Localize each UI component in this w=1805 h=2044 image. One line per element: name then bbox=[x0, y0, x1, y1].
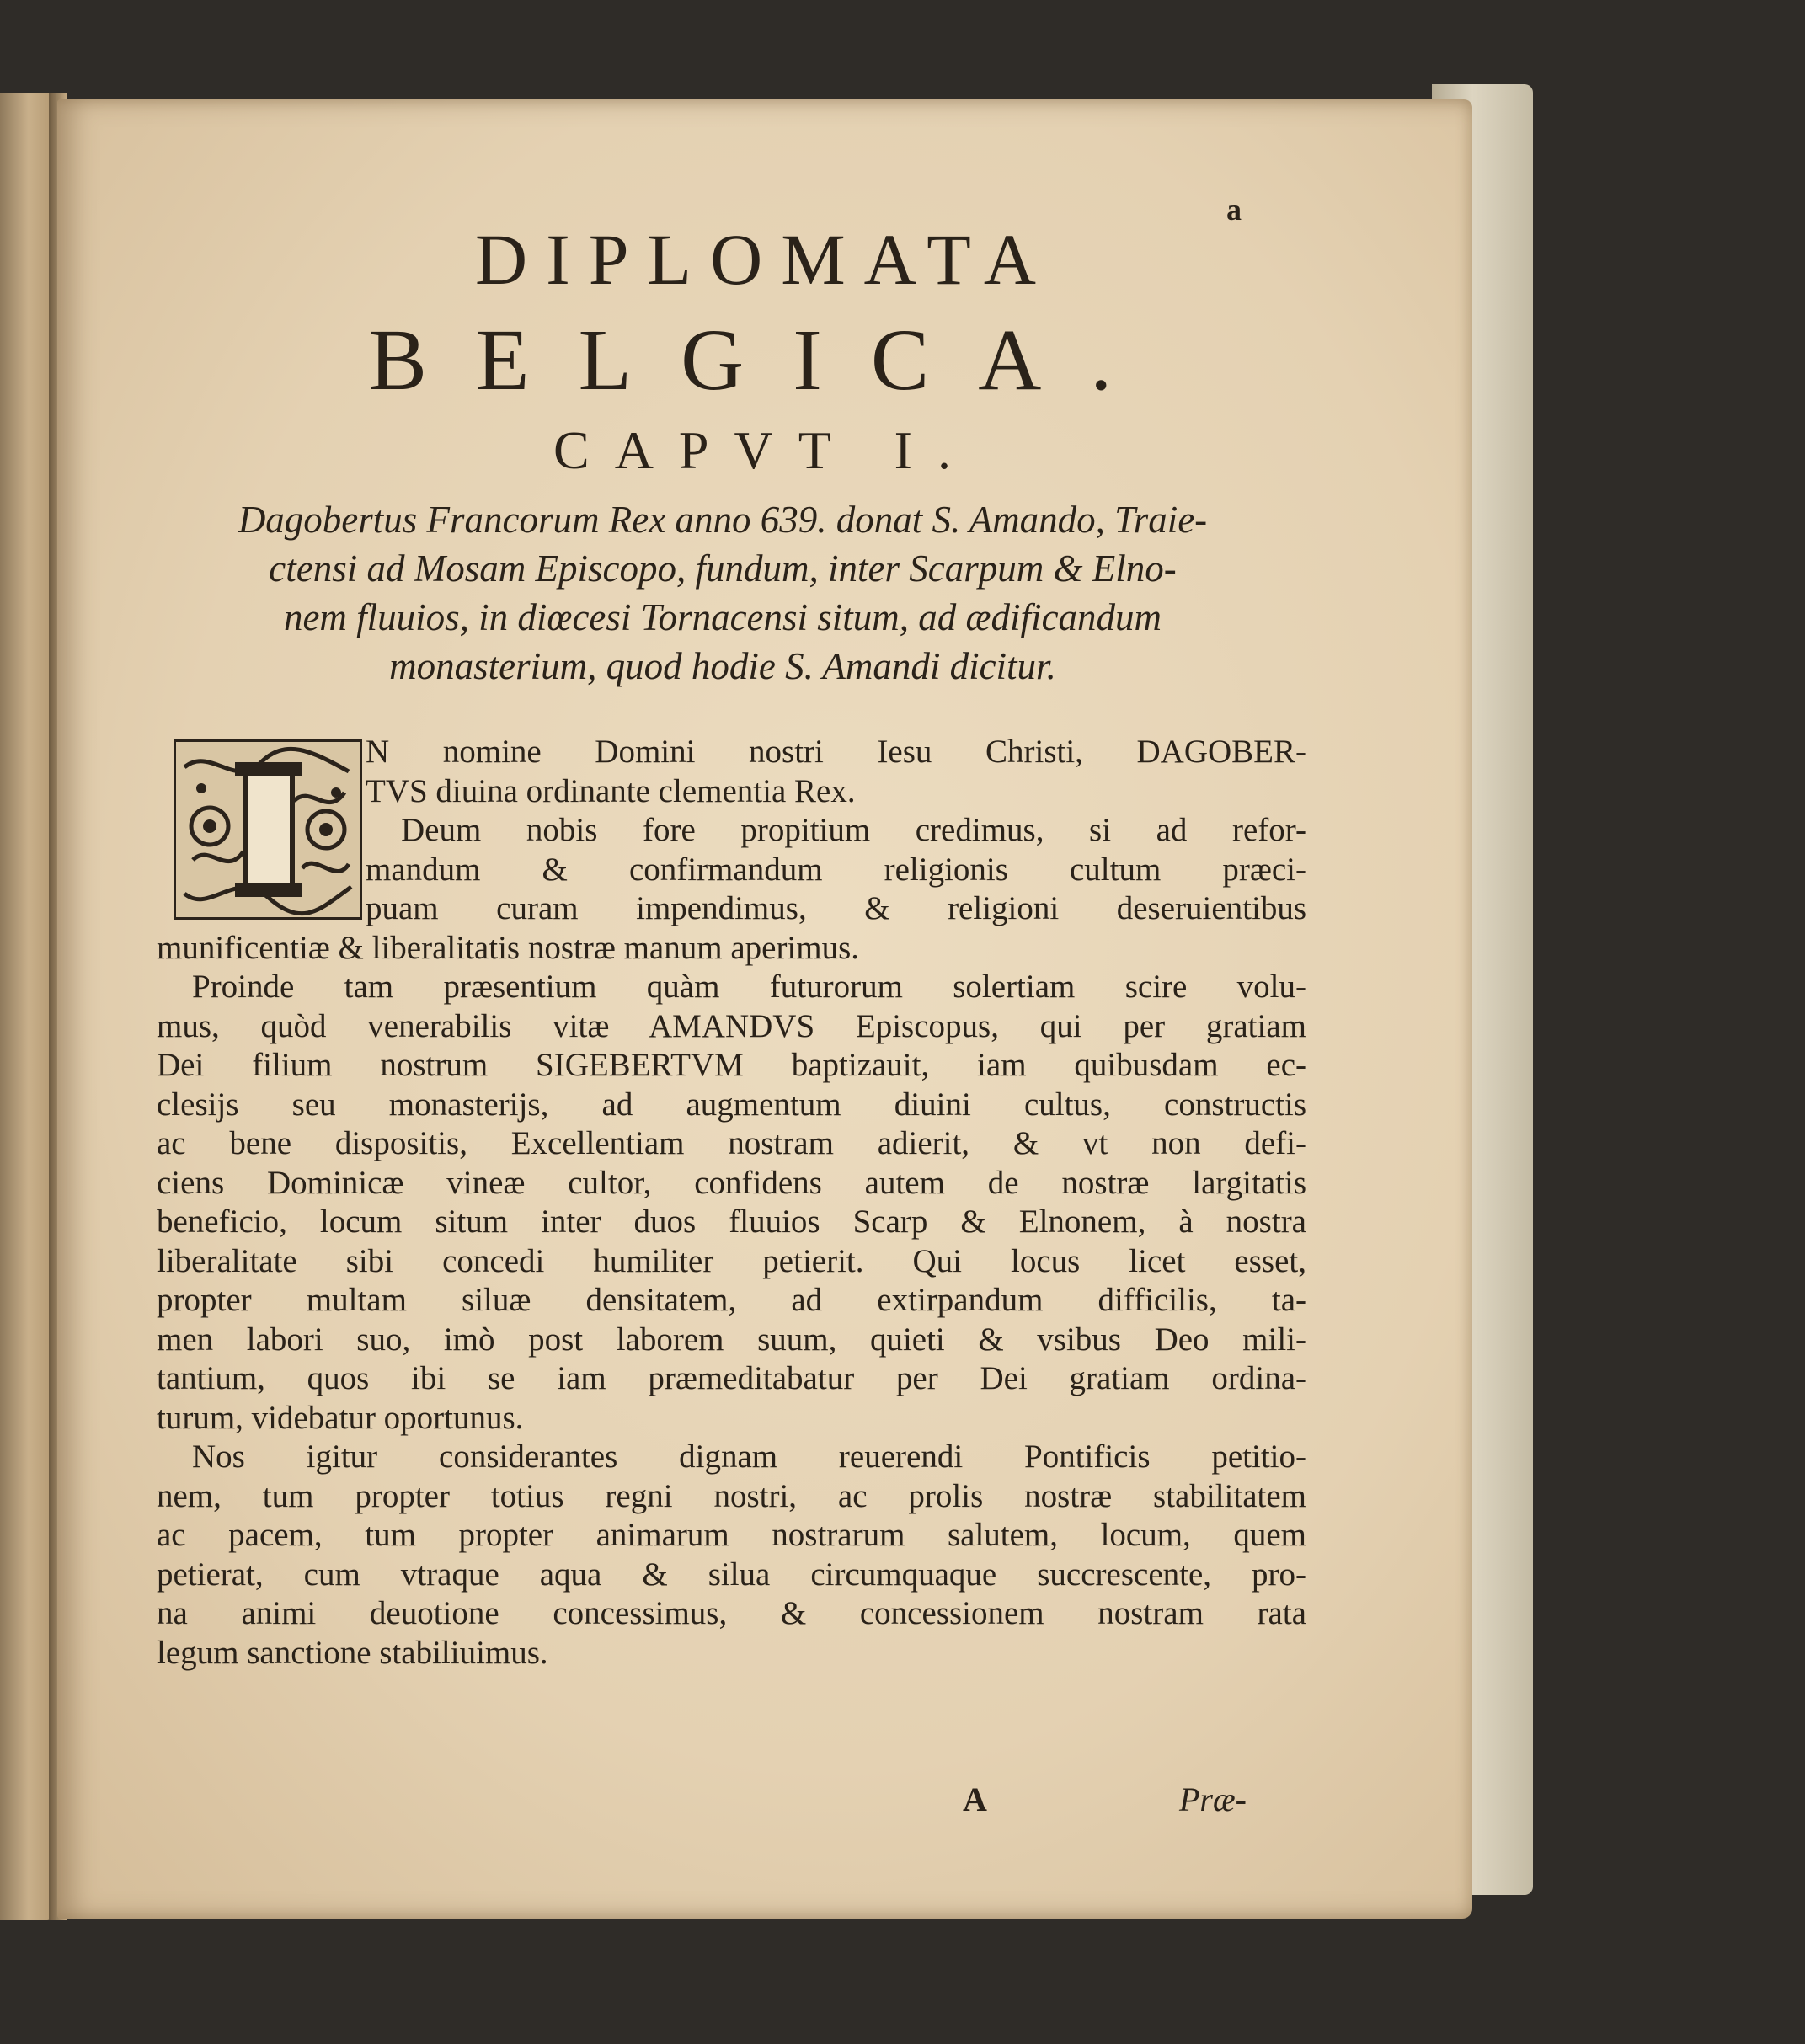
text-line: TVS diuina ordinante clementia Rex. bbox=[366, 772, 856, 809]
text-line: mus, quòd venerabilis vitæ AMANDVS Episcopus, qui per gratiam bbox=[157, 1007, 1306, 1044]
summary-line: Dagobertus Francorum Rex anno 639. donat S. Amando, Traie- bbox=[238, 499, 1208, 541]
text-line: tantium, quos ibi se iam præmeditabatur per Dei gratiam ordina- bbox=[157, 1360, 1306, 1396]
text-line: munificentiæ & liberalitatis nostræ manum aperimus. bbox=[157, 929, 860, 966]
text-line: petierat, cum vtraque aqua & silua circumquaque succrescente, pro- bbox=[157, 1556, 1306, 1593]
catchword: Præ- bbox=[1179, 1780, 1247, 1818]
catchword-signature: A bbox=[963, 1780, 987, 1818]
text-line: liberalitate sibi concedi humiliter petierit. Qui locus licet esset, bbox=[157, 1242, 1306, 1279]
text-line: puam curam impendimus, & religioni deseruientibus bbox=[366, 890, 1306, 926]
text-line: propter multam siluæ densitatem, ad extirpandum difficilis, ta- bbox=[157, 1282, 1306, 1318]
diploma-text bbox=[157, 733, 1306, 1673]
signature-mark: a bbox=[1226, 193, 1242, 227]
text-line: Dei filium nostrum SIGEBERTVM baptizauit, iam quibusdam ec- bbox=[157, 1047, 1306, 1083]
text-line: na animi deuotione concessimus, & concessionem nostram rata bbox=[157, 1595, 1306, 1631]
text-line: ac bene dispositis, Excellentiam nostram adierit, & vt non defi- bbox=[157, 1125, 1306, 1161]
text-line: clesijs seu monasterijs, ad augmentum diuini cultus, constructis bbox=[157, 1086, 1306, 1123]
title-line-1: DIPLOMATA bbox=[474, 219, 1055, 300]
text-line: nem, tum propter totius regni nostri, ac prolis nostræ stabilitatem bbox=[157, 1477, 1306, 1514]
text-line: mandum & confirmandum religionis cultum præci- bbox=[366, 851, 1306, 888]
chapter-heading: CAPVT I. bbox=[553, 420, 976, 480]
text-line: ciens Dominicæ vineæ cultor, confidens autem de nostræ largitatis bbox=[157, 1164, 1306, 1201]
text-line: legum sanctione stabiliuimus. bbox=[157, 1634, 548, 1671]
text-line: Proinde tam præsentium quàm futurorum solertiam scire volu- bbox=[192, 969, 1306, 1005]
summary-line: ctensi ad Mosam Episcopo, fundum, inter Scarpum & Elno- bbox=[269, 547, 1177, 590]
chapter-summary bbox=[142, 495, 1304, 691]
text-line: men labori suo, imò post laborem suum, quieti & vsibus Deo mili- bbox=[157, 1321, 1306, 1358]
text-line: Deum nobis fore propitium credimus, si ad refor- bbox=[401, 812, 1306, 848]
text-line: Nos igitur considerantes dignam reuerendi Pontificis petitio- bbox=[192, 1438, 1306, 1475]
left-page-edge bbox=[0, 93, 52, 1920]
text-line: turum, videbatur oportunus. bbox=[157, 1399, 524, 1436]
text-line: N nomine Domini nostri Iesu Christi, DAGOBER- bbox=[366, 734, 1306, 770]
text-line: ac pacem, tum propter animarum nostrarum salutem, locum, quem bbox=[157, 1517, 1306, 1553]
title-line-2: BELGICA. bbox=[368, 312, 1162, 408]
text-line: beneficio, locum situm inter duos fluuios Scarp & Elnonem, à nostra bbox=[157, 1203, 1306, 1240]
summary-line: nem fluuios, in diœcesi Tornacensi situm, ad ædificandum bbox=[283, 596, 1162, 638]
summary-line: monasterium, quod hodie S. Amandi dicitur. bbox=[389, 645, 1056, 687]
book-page bbox=[57, 99, 1472, 1919]
